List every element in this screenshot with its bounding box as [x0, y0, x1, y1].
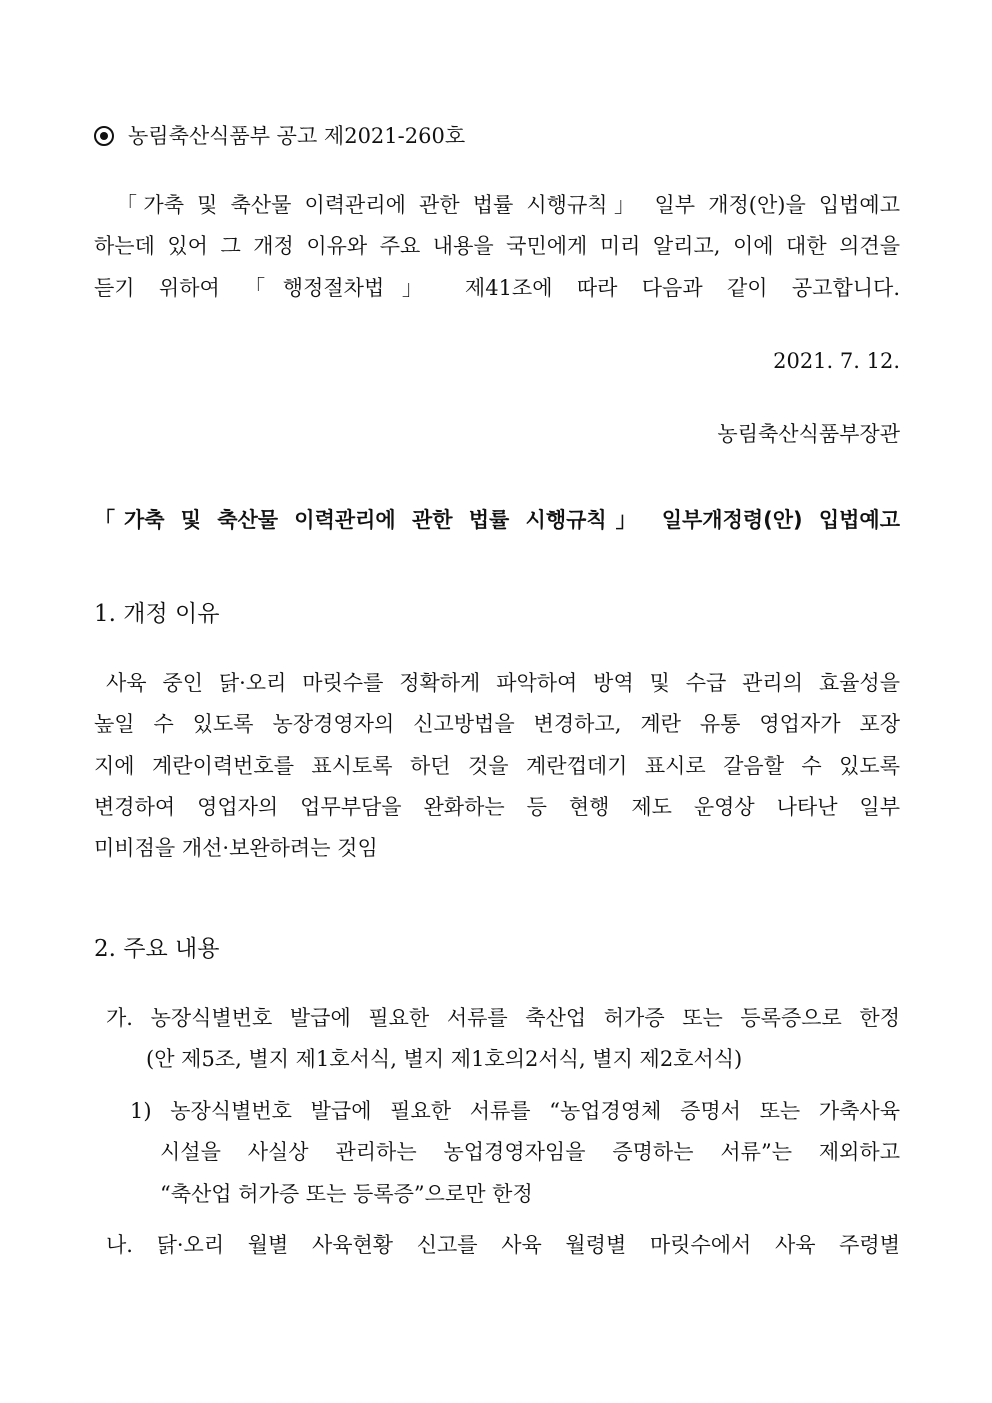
- intro-line-3: 듣기 위하여 「행정절차법」 제41조에 따라 다음과 같이 공고합니다.: [94, 276, 900, 300]
- reason-line-1: 사육 중인 닭·오리 마릿수를 정확하게 파악하여 방역 및 수급 관리의 효율성을: [106, 671, 900, 695]
- item-1-line-1: 1) 농장식별번호 발급에 필요한 서류를 “농업경영체 증명서 또는 가축사육: [130, 1099, 900, 1123]
- reason-line-5: 미비점을 개선·보완하려는 것임: [94, 836, 378, 860]
- item-ga-line-1: 가. 농장식별번호 발급에 필요한 서류를 축산업 허가증 또는 등록증으로 한정: [106, 1006, 900, 1030]
- section-2-heading: 2. 주요 내용: [94, 936, 220, 962]
- section-1-heading: 1. 개정 이유: [94, 601, 220, 627]
- item-1-line-3: “축산업 허가증 또는 등록증”으로만 한정: [160, 1182, 533, 1206]
- notice-title-row: [94, 122, 900, 150]
- item-1-line-2: 시설을 사실상 관리하는 농업경영자임을 증명하는 서류”는 제외하고: [160, 1140, 900, 1164]
- item-ga-line-2: (안 제5조, 별지 제1호서식, 별지 제1호의2서식, 별지 제2호서식): [146, 1047, 743, 1071]
- reason-line-4: 변경하여 영업자의 업무부담을 완화하는 등 현행 제도 운영상 나타난 일부: [94, 795, 900, 819]
- notice-date: 2021. 7. 12.: [773, 349, 900, 373]
- reason-line-3: 지에 계란이력번호를 표시토록 하던 것을 계란껍데기 표시로 갈음할 수 있도록: [94, 754, 900, 778]
- notice-issuer: 농림축산식품부장관: [717, 422, 900, 446]
- item-na-line-1: 나. 닭·오리 월별 사육현황 신고를 사육 월령별 마릿수에서 사육 주령별: [106, 1233, 900, 1257]
- intro-line-1: 「가축 및 축산물 이력관리에 관한 법률 시행규칙」 일부 개정(안)을 입법예고: [116, 193, 900, 217]
- intro-line-2: 하는데 있어 그 개정 이유와 주요 내용을 국민에게 미리 알리고, 이에 대한 의견을: [94, 234, 900, 258]
- circle-bullet-icon: [94, 126, 114, 146]
- proposal-title: 「가축 및 축산물 이력관리에 관한 법률 시행규칙」 일부개정령(안) 입법예고: [94, 508, 900, 532]
- notice-title: 농림축산식품부 공고 제2021-260호: [128, 124, 466, 148]
- reason-line-2: 높일 수 있도록 농장경영자의 신고방법을 변경하고, 계란 유통 영업자가 포장: [94, 712, 900, 736]
